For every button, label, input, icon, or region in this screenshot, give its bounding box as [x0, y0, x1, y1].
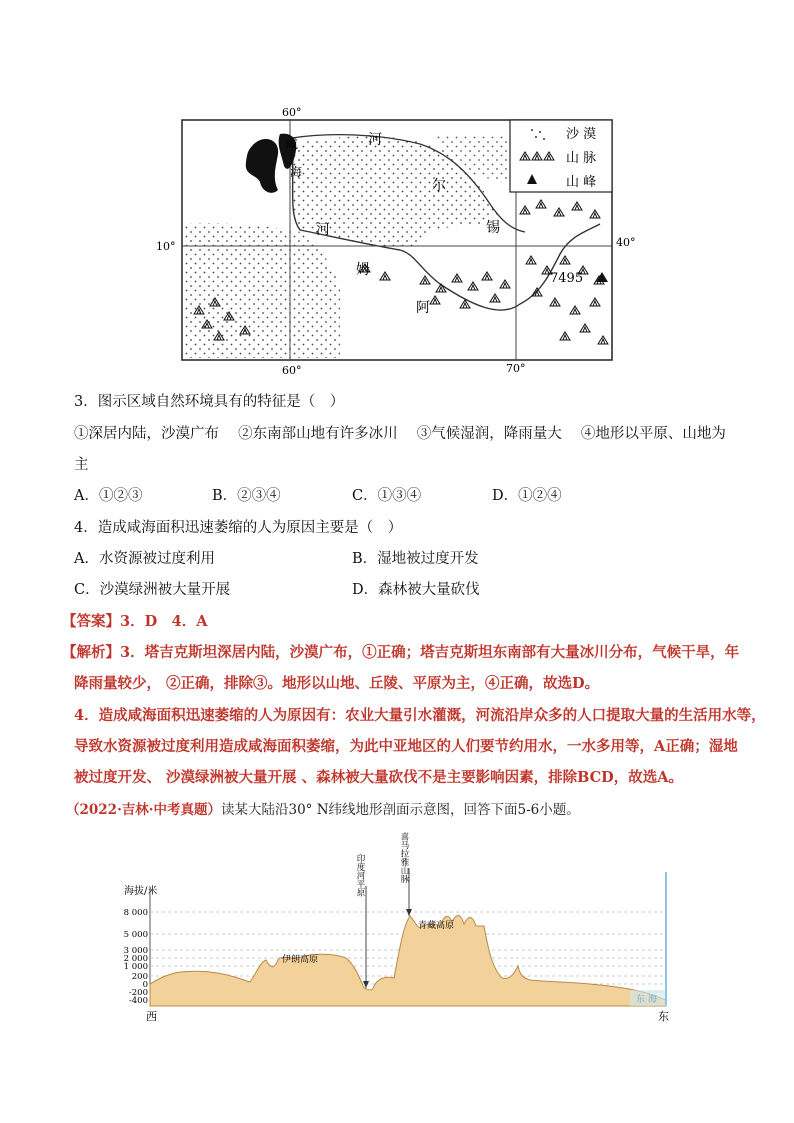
q3-statements-line1: ①深居内陆，沙漠广布 ②东南部山地有许多冰川 ③气候湿润，降雨量大 ④地形以平原、山地为 [74, 426, 726, 442]
q3-option-b: B．②③④ [212, 488, 281, 504]
analysis-line-1 [62, 643, 739, 663]
label-east: 东 [658, 1010, 669, 1023]
ytick-200: 200 [131, 972, 148, 982]
ytick-5000: 5 000 [123, 930, 148, 940]
label-iran-plateau: 伊朗高原 [282, 955, 319, 965]
analysis-text-2: 降雨量较少， ②正确，排除③。地形以山地、丘陵、平原为主，④正确，故选D。 [74, 675, 600, 692]
q3-option-c: C．①③④ [352, 488, 422, 504]
label-indus-plain: 印度河平原 [355, 854, 365, 897]
label-west: 西 [146, 1010, 157, 1023]
peak-elevation: 7495 [550, 271, 584, 286]
ytick-3000: 3 000 [123, 946, 148, 956]
q3-option-d: D．①②④ [492, 488, 562, 504]
longitude-bottom-left: 60° [282, 364, 302, 377]
analysis-text-1: 3．塔吉克斯坦深居内陆，沙漠广布，①正确；塔吉克斯坦东南部有大量冰川分布，气候干旱，年 [120, 644, 740, 661]
next-question-source: （2022·吉林·中考真题） [66, 802, 221, 818]
map-top-longitude: 60° [282, 106, 302, 119]
ytick-1000: 1 000 [123, 962, 148, 972]
q4-option-c: C．沙漠绿洲被大量开展 [74, 582, 231, 598]
q4-option-a: A．水资源被过度利用 [74, 551, 215, 567]
analysis-text-5: 被过度开发、 沙漠绿洲被大量开展 、森林被大量砍伐不是主要影响因素，排除BCD，故选A。 [74, 769, 683, 786]
latitude-left: 10° [156, 240, 176, 253]
ytick-2000: 2 000 [123, 954, 148, 964]
label-tibet-plateau: 青藏高原 [418, 921, 455, 931]
q4-option-b: B．湿地被过度开发 [352, 551, 479, 567]
terrain-profile [150, 916, 666, 1007]
central-asia-map [156, 104, 636, 377]
river-char-6: 阿 [416, 300, 430, 316]
legend-label-peak: 山 峰 [566, 175, 597, 190]
river-char-1: 河 [368, 132, 382, 148]
next-question-line [66, 800, 580, 820]
lake-label-1: 咸 [286, 137, 299, 151]
river-char-5: 姆 [356, 262, 370, 278]
analysis-text-4: 导致水资源被过度利用造成咸海面积萎缩，为此中亚地区的人们要节约用水，一水多用等，A正确；湿地 [74, 738, 738, 755]
answer-line [62, 612, 208, 632]
q3-stem: 3．图示区域自然环境具有的特征是（ ） [74, 394, 345, 410]
legend-label-desert: 沙 漠 [566, 127, 597, 142]
profile-ylabel: 海拔/米 [124, 886, 158, 897]
latitude-right: 40° [616, 236, 636, 249]
legend-label-mountain: 山 脉 [566, 151, 597, 166]
river-char-3: 锡 [486, 220, 500, 236]
profile-yticks [124, 908, 148, 1006]
ytick-minus400: -400 [128, 996, 148, 1006]
answer-tag: 【答案】 [62, 613, 120, 630]
q4-option-d: D．森林被大量砍伐 [352, 582, 480, 598]
q3-statements-line2: 主 [74, 457, 89, 473]
himalaya-arrow-icon [406, 909, 412, 916]
label-himalaya: 喜马拉雅山脉 [399, 832, 409, 883]
ytick-8000: 8 000 [123, 908, 148, 918]
next-question-text: 读某大陆沿30° N纬线地形剖面示意图，回答下面5-6小题。 [220, 802, 580, 818]
river-char-2: 尔 [432, 178, 446, 194]
lake-label-2: 海 [290, 165, 303, 179]
river-char-4: 河 [316, 222, 330, 238]
q4-stem: 4．造成咸海面积迅速萎缩的人为原因主要是（ ） [74, 520, 403, 536]
ytick-0: 0 [142, 980, 148, 990]
longitude-bottom-right: 70° [506, 362, 526, 375]
answer-text: 3．D 4．A [120, 613, 208, 630]
label-east-sea: 东 海 [636, 995, 657, 1005]
analysis-tag: 【解析】 [62, 644, 120, 661]
terrain-profile-chart [110, 828, 680, 1028]
analysis-text-3: 4．造成咸海面积迅速萎缩的人为原因有：农业大量引水灌溉，河流沿岸众多的人口提取大量的生活用水等， [74, 707, 766, 724]
q3-option-a: A．①②③ [74, 488, 143, 504]
ytick-minus200: -200 [128, 988, 148, 998]
